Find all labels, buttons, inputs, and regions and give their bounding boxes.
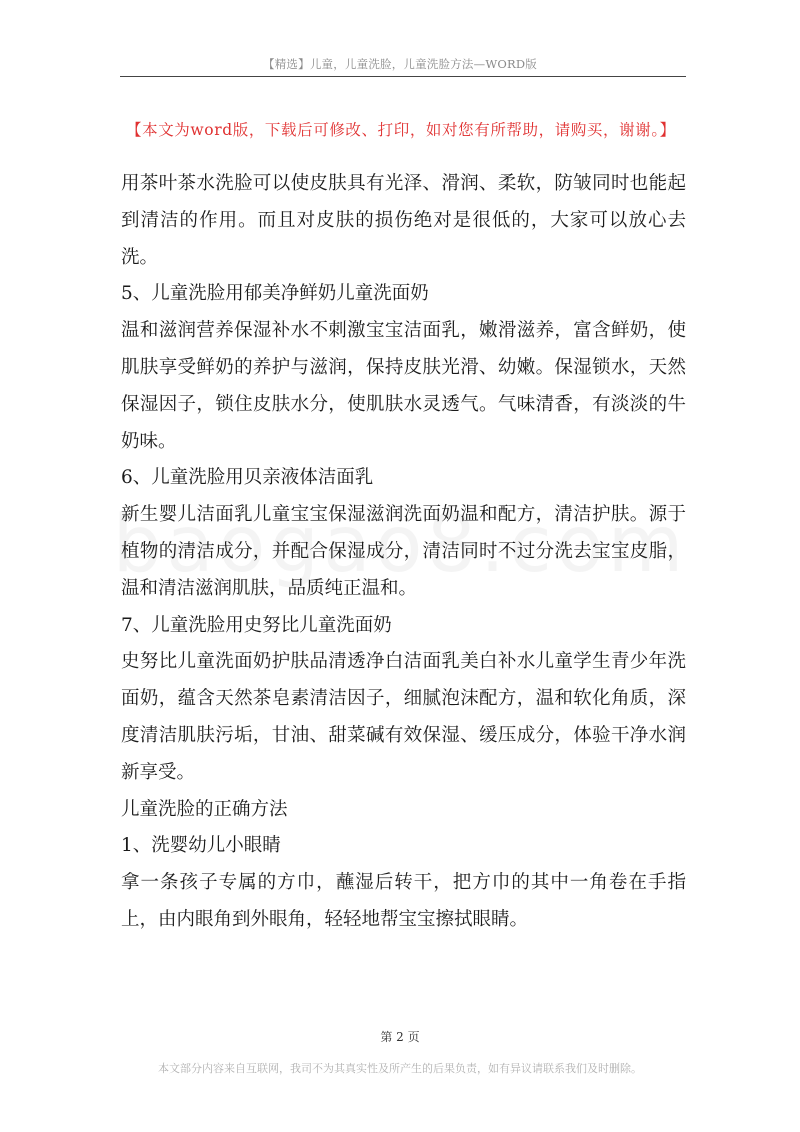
document-body (121, 166, 686, 939)
paragraph-method-1: 拿一条孩子专属的方巾，蘸湿后转干，把方巾的其中一角卷在手指上，由内眼角到外眼角，轻轻地帮宝宝擦拭眼睛。 (121, 872, 686, 930)
section-heading-method: 儿童洗脸的正确方法 (121, 798, 288, 820)
page-header: 【精选】儿童，儿童洗脸，儿童洗脸方法—WORD版 (263, 57, 537, 71)
footer-disclaimer: 本文部分内容来自互联网，我司不为其真实性及所产生的后果负责，如有异议请联系我们及时删除。 (158, 1062, 642, 1075)
heading-method-1: 1、洗婴幼儿小眼睛 (121, 835, 281, 857)
paragraph-tea-wash: 用茶叶茶水洗脸可以使皮肤具有光泽、滑润、柔软，防皱同时也能起到清洁的作用。而且对皮肤的损伤绝对是很低的，大家可以放心去洗。 (121, 173, 686, 268)
header-divider (120, 76, 686, 77)
purchase-notice: 【本文为word版，下载后可修改、打印，如对您有所帮助，请购买，谢谢。】 (126, 121, 676, 139)
heading-item-7: 7、儿童洗脸用史努比儿童洗面奶 (121, 614, 392, 636)
paragraph-item-6: 新生婴儿洁面乳儿童宝宝保湿滋润洗面奶温和配方，清洁护肤。源于植物的清洁成分，并配合保湿成分，清洁同时不过分洗去宝宝皮脂，温和清洁滋润肌肤，品质纯正温和。 (121, 504, 686, 599)
heading-item-6: 6、儿童洗脸用贝亲液体洁面乳 (121, 467, 374, 489)
heading-item-5: 5、儿童洗脸用郁美净鲜奶儿童洗面奶 (121, 283, 429, 305)
paragraph-item-7: 史努比儿童洗面奶护肤品清透净白洁面乳美白补水儿童学生青少年洗面奶，蕴含天然茶皂素清洁因子，细腻泡沫配方，温和软化角质，深度清洁肌肤污垢，甘油、甜菜碱有效保湿、缓压成分，体验干净水润新享受。 (121, 651, 686, 783)
paragraph-item-5: 温和滋润营养保湿补水不刺激宝宝洁面乳，嫩滑滋养，富含鲜奶，使肌肤享受鲜奶的养护与滋润，保持皮肤光滑、幼嫩。保湿锁水，天然保湿因子，锁住皮肤水分，使肌肤水灵透气。气味清香，有淡淡的牛奶味。 (121, 320, 686, 452)
page-number: 第 2 页 (380, 1030, 420, 1044)
